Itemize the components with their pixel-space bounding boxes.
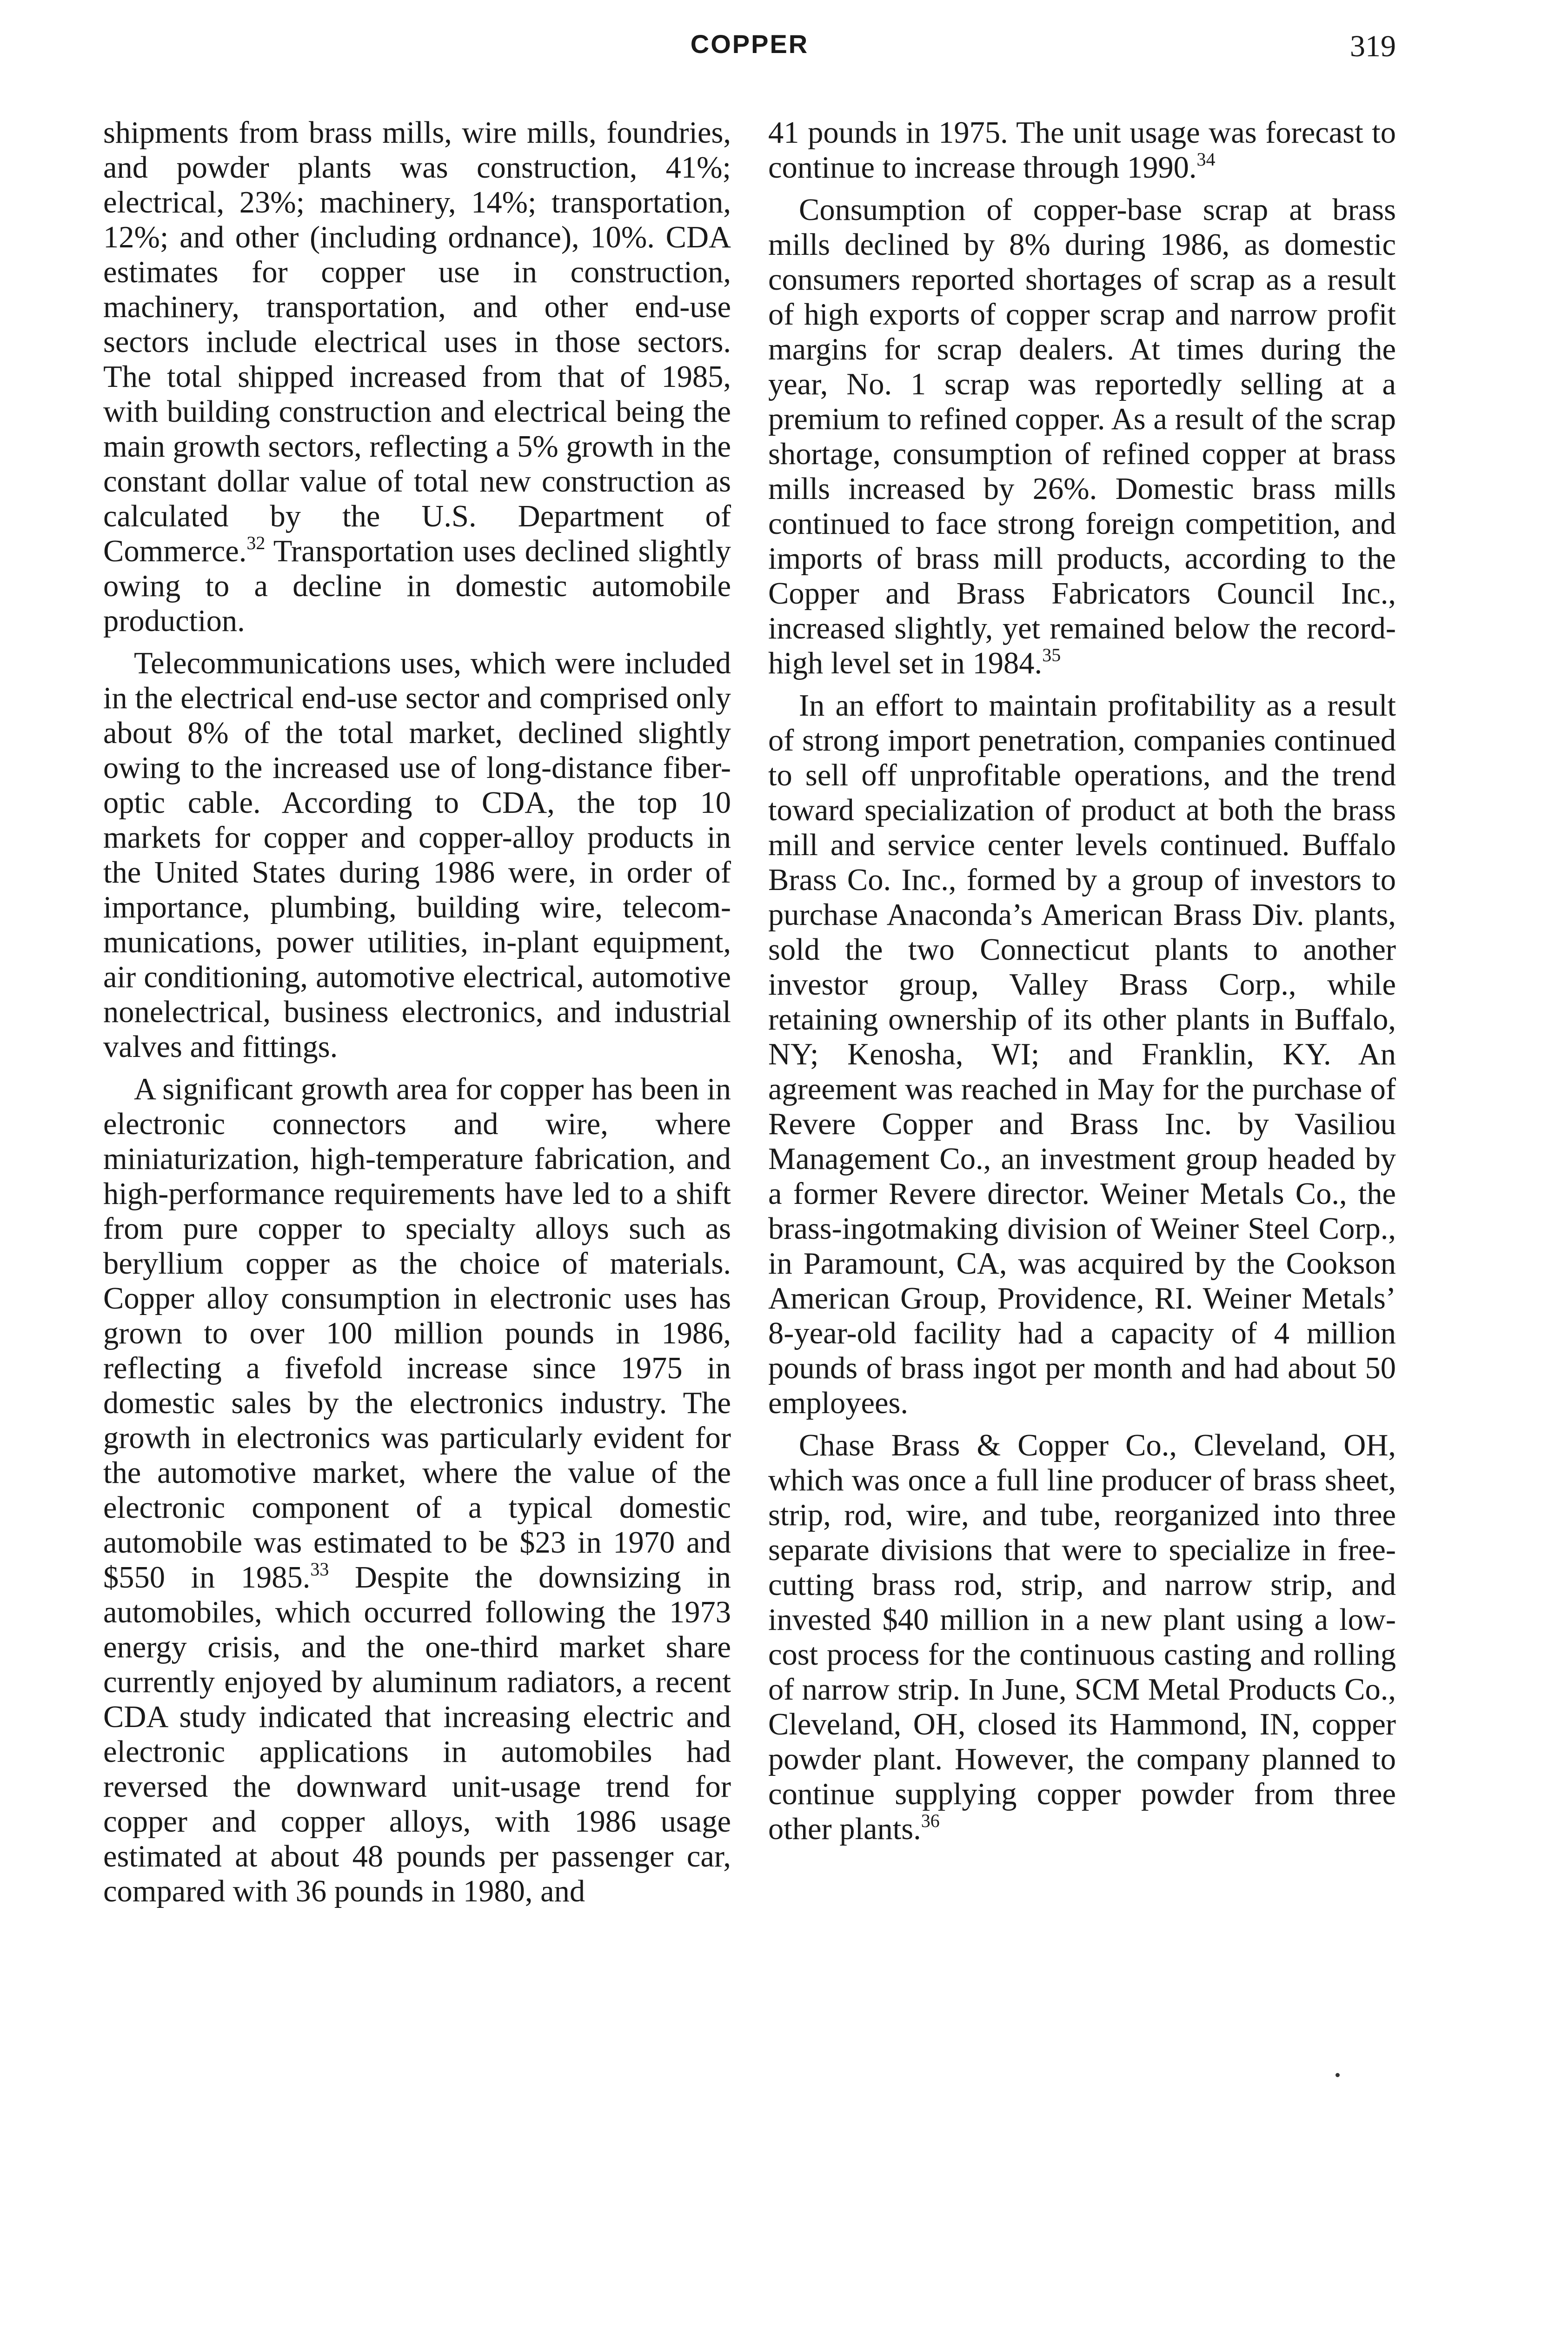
footnote-ref: 36 [921,1810,940,1831]
page-number: 319 [1350,29,1396,63]
paragraph: A significant growth area for copper has been in electronic connectors and wire, where miniaturization, high-temperature fabrication, and high-performance requirements have led to a shift from pure copper to specialty alloys such as beryllium copper as the choice of materials. Copper alloy consumption in electronic uses has grown to over 100 million pounds in 1986, reflecting a fivefold increase since 1975 in domestic sales by the electronics industry. The growth in electronics was particularly evident for the automotive market, where the value of the electronic component of a typical domestic automobile was estimated to be $23 in 1970 and $550 in 1985.33 Despite the downsizing in automobiles, which occurred following the 1973 energy crisis, and the one-third market share currently enjoyed by aluminum radiators, a recent CDA study indicated that increasing electric and electronic applications in automobiles had reversed the downward unit-usage trend for copper and copper alloys, with 1986 usage estimated at about 48 pounds per passenger car, compared with 36 pounds in 1980, and [103,1072,731,1908]
footnote-ref: 32 [246,532,266,553]
chapter-title: COPPER [690,29,809,59]
paragraph: Telecommunications uses, which were included in the electrical end-use sector and comprised only about 8% of the total market, declined slightly owing to the increased use of long-distance fiber-optic cable. According to CDA, the top 10 markets for copper and copper-alloy products in the United States during 1986 were, in order of importance, plumbing, building wire, telecommunications, power utilities, in-plant equipment, air conditioning, automotive electrical, automotive nonelectrical, business electronics, and industrial valves and fittings. [103,646,731,1064]
left-column [103,115,731,1916]
running-head [103,29,1396,71]
paragraph: 41 pounds in 1975. The unit usage was forecast to continue to increase through 1990.34 [768,116,1396,185]
footnote-ref: 35 [1042,644,1061,665]
paragraph: In an effort to maintain profitability as a result of strong import penetration, companies continued to sell off unprofitable operations, and the trend toward specialization of product at both the brass mill and service center levels continued. Buffalo Brass Co. Inc., formed by a group of investors to purchase Anaconda’s American Brass Div. plants, sold the two Connecticut plants to another investor group, Valley Brass Corp., while retaining ownership of its other plants in Buffalo, NY; Kenosha, WI; and Franklin, KY. An agreement was reached in May for the purchase of Revere Copper and Brass Inc. by Vasiliou Management Co., an investment group headed by a former Revere director. Weiner Metals Co., the brass-ingotmaking division of Weiner Steel Corp., in Paramount, CA, was acquired by the Cookson American Group, Providence, RI. Weiner Metals’ 8-year-old facility had a capacity of 4 million pounds of brass ingot per month and had about 50 employees. [768,689,1396,1420]
paragraph: Consumption of copper-base scrap at brass mills declined by 8% during 1986, as domestic consumers reported shortages of scrap as a result of high exports of copper scrap and narrow profit margins for scrap dealers. At times during the year, No. 1 scrap was reportedly selling at a premium to refined copper. As a result of the scrap shortage, consumption of refined copper at brass mills increased by 26%. Domestic brass mills continued to face strong foreign competition, and imports of brass mill products, according to the Copper and Brass Fabricators Council Inc., increased slightly, yet remained below the record-high level set in 1984.35 [768,193,1396,680]
paragraph: Chase Brass & Copper Co., Cleveland, OH, which was once a full line producer of brass sheet, strip, rod, wire, and tube, reorganized into three separate divisions that were to specialize in free-cutting brass rod, strip, and narrow strip, and invested $40 million in a new plant using a low-cost process for the continuous casting and rolling of narrow strip. In June, SCM Metal Products Co., Cleveland, OH, closed its Hammond, IN, copper powder plant. However, the company planned to continue supplying copper powder from three other plants.$^{36}$ [768,1428,1396,1846]
footnote-ref: 33 [310,1559,329,1580]
scan-speck [1335,2073,1340,2077]
paragraph: shipments from brass mills, wire mills, foundries, and powder plants was construction, 41%; electrical, 23%; machinery, 14%; transportation, 12%; and other (including ordnance), 10%. CDA estimates for copper use in construction, machinery, transportation, and other end-use sectors include electrical uses in those sectors. The total shipped increased from that of 1985, with building construction and electrical being the main growth sectors, reflecting a 5% growth in the constant dollar value of total new construction as calculated by the U.S. Department of Commerce.$^{32}$ Transportation uses declined slightly owing to a decline in domestic automobile production. [103,116,731,638]
footnote-ref: 34 [1196,149,1216,170]
right-column [768,115,1396,1854]
